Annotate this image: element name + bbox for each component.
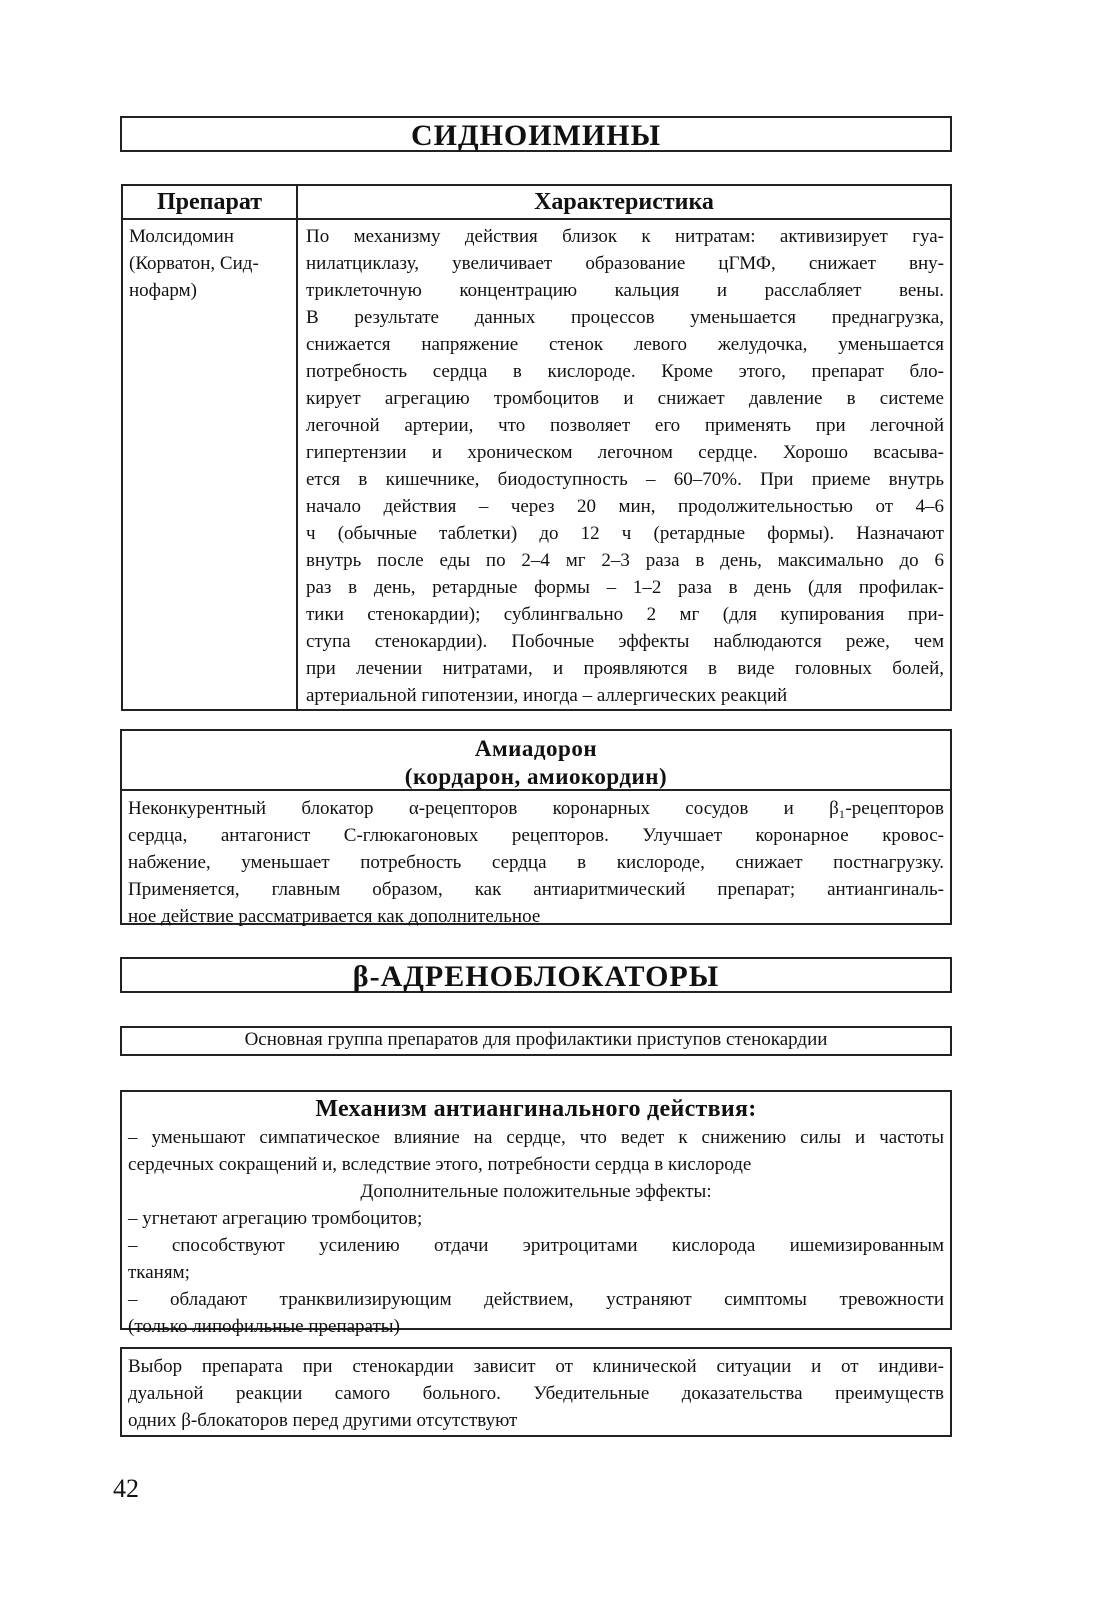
table-header-row bbox=[122, 185, 951, 219]
drug-line: нофарм) bbox=[129, 280, 197, 301]
amiodarone-line: набжение, уменьшает потребность сердца в кислороде, снижает постнагрузку. bbox=[128, 852, 944, 873]
desc-line: артериальной гипотензии, иногда – аллергических реакций bbox=[306, 685, 788, 706]
desc-line: кирует агрегацию тромбоцитов и снижает давление в системе bbox=[306, 388, 944, 409]
mechanism-line: сердечных сокращений и, вследствие этого, потребности сердца в кислороде bbox=[128, 1154, 752, 1175]
page-number: 42 bbox=[113, 1474, 139, 1503]
main-group-box bbox=[120, 1026, 952, 1056]
amiodarone-line: Применяется, главным образом, как антиаритмический препарат; антиангиналь- bbox=[128, 879, 944, 900]
drug-description-cell bbox=[297, 219, 951, 710]
amiodarone-title-line: (кордарон, амиокордин) bbox=[404, 764, 668, 789]
section-title: СИДНОИМИНЫ bbox=[410, 119, 662, 152]
desc-line: потребность сердца в кислороде. Кроме этого, препарат бло- bbox=[306, 361, 944, 382]
amiodarone-title-line: Амиадорон bbox=[474, 736, 598, 761]
drug-line: Молсидомин bbox=[129, 226, 234, 247]
desc-line: легочной артерии, что позволяет его применять при легочной bbox=[306, 415, 944, 436]
desc-line: В результате данных процессов уменьшается преднагрузка, bbox=[306, 307, 944, 328]
desc-line: нилатциклазу, увеличивает образование цГМФ, снижает вну- bbox=[306, 253, 944, 274]
main-group-text: Основная группа препаратов для профилактики приступов стенокардии bbox=[244, 1029, 828, 1050]
desc-line: ч (обычные таблетки) до 12 ч (ретардные формы). Назначают bbox=[306, 523, 944, 544]
desc-line: гипертензии и хроническом легочном сердце. Хорошо всасыва- bbox=[306, 442, 944, 463]
mechanism-box bbox=[120, 1090, 952, 1337]
mechanism-description bbox=[122, 1124, 950, 1340]
drug-name-cell bbox=[122, 219, 297, 710]
header-characteristic: Характеристика bbox=[297, 185, 951, 219]
table-row bbox=[122, 219, 951, 710]
section-heading-beta-blockers bbox=[120, 957, 952, 993]
choice-box bbox=[120, 1347, 952, 1437]
drug-line: (Корватон, Сид- bbox=[129, 253, 259, 274]
amiodarone-description bbox=[122, 789, 950, 930]
desc-line: раз в день, ретардные формы – 1–2 раза в день (для профилак- bbox=[306, 577, 944, 598]
mechanism-line: – угнетают агрегацию тромбоцитов; bbox=[128, 1208, 423, 1229]
desc-line: снижается напряжение стенок левого желудочка, уменьшается bbox=[306, 334, 944, 355]
section-heading-sydnonimines bbox=[120, 116, 952, 152]
mechanism-line: – уменьшают симпатическое влияние на сердце, что ведет к снижению силы и частоты bbox=[128, 1127, 944, 1148]
drug-table bbox=[121, 184, 952, 711]
desc-line: ется в кишечнике, биодоступность – 60–70%. При приеме внутрь bbox=[306, 469, 944, 490]
desc-line: внутрь после еды по 2–4 мг 2–3 раза в день, максимально до 6 bbox=[306, 550, 944, 571]
choice-line: дуальной реакции самого больного. Убедительные доказательства преимуществ bbox=[128, 1383, 944, 1404]
header-drug: Препарат bbox=[122, 185, 297, 219]
amiodarone-line: ное действие рассматривается как дополнительное bbox=[128, 906, 541, 927]
choice-line: Выбор препарата при стенокардии зависит от клинической ситуации и от индиви- bbox=[128, 1356, 944, 1377]
choice-description bbox=[122, 1349, 950, 1434]
amiodarone-title bbox=[122, 731, 950, 789]
section-title: β-АДРЕНОБЛОКАТОРЫ bbox=[352, 960, 720, 993]
desc-line: По механизму действия близок к нитратам: активизирует гуа- bbox=[306, 226, 944, 247]
desc-line: триклеточную концентрацию кальция и расслабляет вены. bbox=[306, 280, 944, 301]
amiodarone-box bbox=[120, 729, 952, 925]
amiodarone-line: Неконкурентный блокатор α-рецепторов коронарных сосудов и β₁-рецепторов bbox=[128, 798, 944, 819]
desc-line: ступа стенокардии). Побочные эффекты наблюдаются реже, чем bbox=[306, 631, 944, 652]
choice-line: одних β-блокаторов перед другими отсутствуют bbox=[128, 1410, 518, 1431]
mechanism-title: Механизм антиангинального действия: bbox=[315, 1096, 757, 1122]
desc-line: начало действия – через 20 мин, продолжительностью от 4–6 bbox=[306, 496, 944, 517]
mechanism-line: – обладают транквилизирующим действием, устраняют симптомы тревожности bbox=[128, 1289, 944, 1310]
mechanism-subheading: Дополнительные положительные эффекты: bbox=[360, 1181, 712, 1202]
mechanism-line: – способствуют усилению отдачи эритроцитами кислорода ишемизированным bbox=[128, 1235, 944, 1256]
amiodarone-line: сердца, антагонист С-глюкагоновых рецепторов. Улучшает коронарное кровос- bbox=[128, 825, 944, 846]
mechanism-line: тканям; bbox=[128, 1262, 190, 1283]
desc-line: тики стенокардии); сублингвально 2 мг (для купирования при- bbox=[306, 604, 944, 625]
mechanism-line: (только липофильные препараты) bbox=[128, 1316, 400, 1337]
desc-line: при лечении нитратами, и проявляются в виде головных болей, bbox=[306, 658, 944, 679]
